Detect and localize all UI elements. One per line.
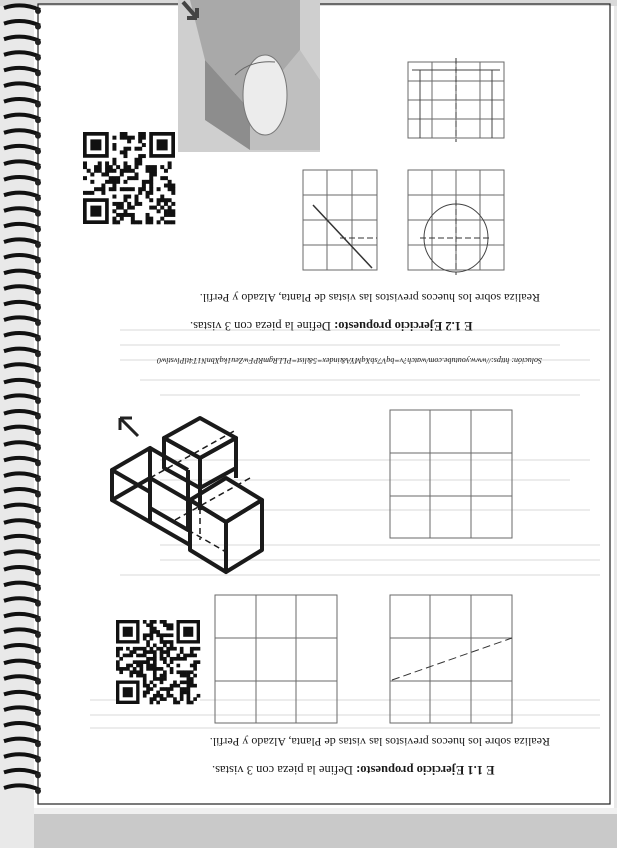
- qr-code-icon: [116, 620, 200, 704]
- e12-title-bold: E 1.2 Ejercicio propuesto:: [334, 319, 473, 333]
- qr-code-icon: [83, 132, 175, 224]
- e11-instruction: Realiza sobre los huecos previstos las vistas de Planta, Alzado y Perfil.: [209, 735, 550, 749]
- e12-title-rest: Define la pieza con 3 vistas.: [190, 319, 331, 333]
- e11-title-bold: E 1.1 Ejercicio propuesto:: [356, 763, 495, 777]
- e11-title: [212, 762, 552, 777]
- e11-title-rest: Define la pieza con 3 vistas.: [212, 763, 353, 777]
- solution-link[interactable]: Solución: https://www.youtube.com/watch?v=bqV7sbXqMYA&index=5&list=PLLRgmRPFwZeu1kqXbnN1T4tlPlvstlw0: [156, 356, 542, 365]
- e12-title: [190, 318, 540, 333]
- e12-instruction: Realiza sobre los huecos previstos las vistas de Planta, Alzado y Perfil.: [199, 291, 540, 305]
- shaded-3d-figure: [178, 0, 320, 152]
